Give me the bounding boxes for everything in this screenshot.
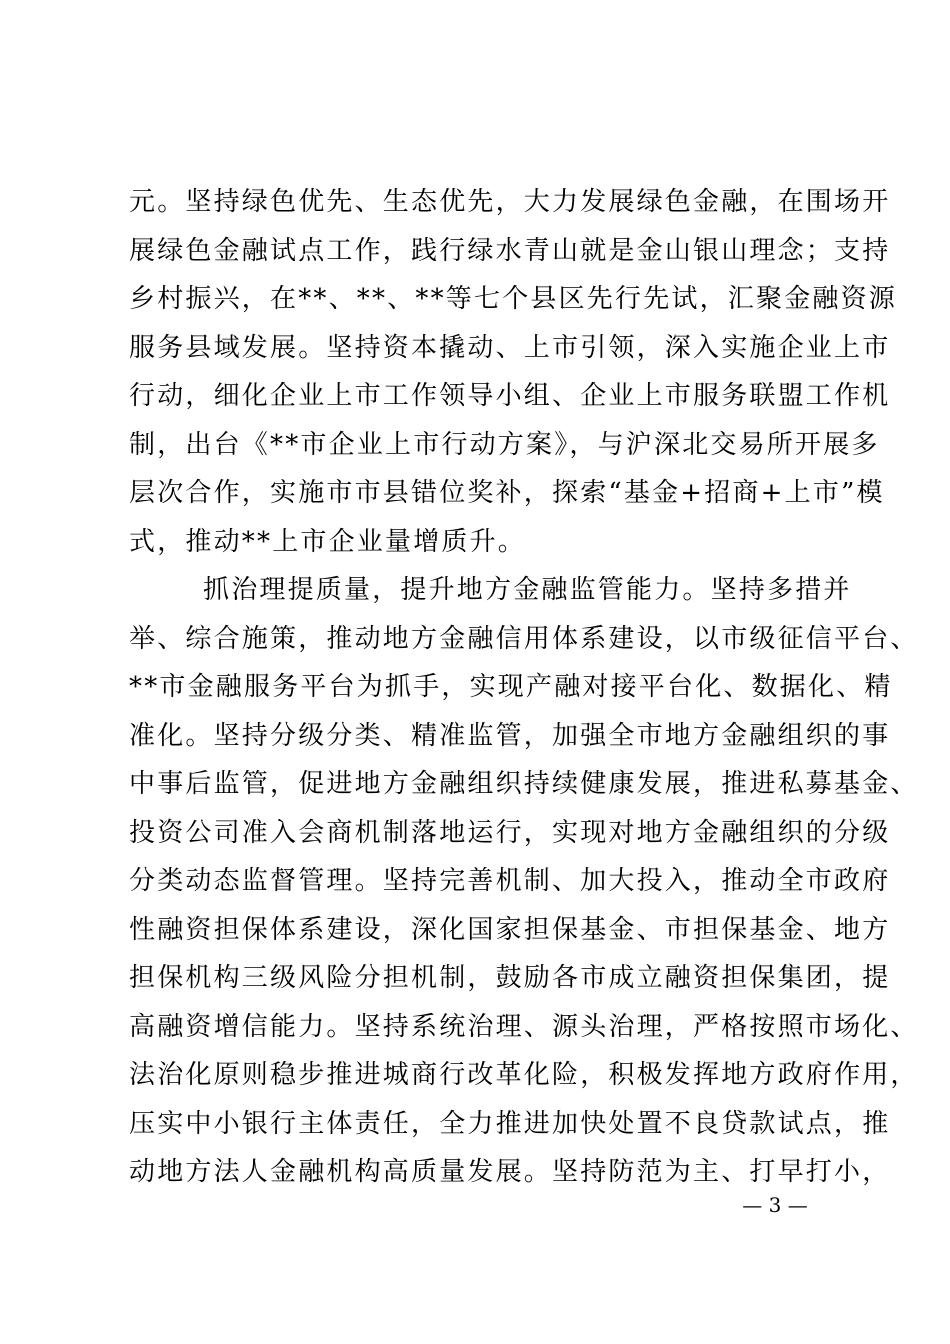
text-line: 投资公司准入会商机制落地运行，实现对地方金融组织的分级 <box>129 817 891 848</box>
text-line: 准化。坚持分级分类、精准监管，加强全市地方金融组织的事 <box>129 720 891 751</box>
paragraph-heading-line: 抓治理提质量，提升地方金融监管能力。坚持多措并 <box>203 575 852 605</box>
text-line: 层次合作，实施市市县错位奖补，探索“基金+招商+上市”模 <box>129 478 885 508</box>
text-line: **市金融服务平台为抓手，实现产融对接平台化、数据化、精 <box>129 672 893 702</box>
text-line: 动地方法人金融机构高质量发展。坚持防范为主、打早打小， <box>129 1157 891 1187</box>
text-line: 行动，细化企业上市工作领导小组、企业上市服务联盟工作机 <box>129 381 891 411</box>
text-line: 分类动态监督管理。坚持完善机制、加大投入，推动全市政府 <box>129 866 891 896</box>
text-line: 高融资增信能力。坚持系统治理、源头治理，严格按照市场化、 <box>129 1011 919 1042</box>
text-line: 举、综合施策，推动地方金融信用体系建设，以市级征信平台、 <box>129 623 919 654</box>
text-line: 元。坚持绿色优先、生态优先，大力发展绿色金融，在围场开 <box>129 187 891 217</box>
text-line: 服务县域发展。坚持资本撬动、上市引领，深入实施企业上市 <box>129 332 891 363</box>
text-line: 中事后监管，促进地方金融组织持续健康发展，推进私募基金、 <box>129 769 919 799</box>
text-line: 展绿色金融试点工作，践行绿水青山就是金山银山理念；支持 <box>129 235 891 266</box>
body-text <box>129 178 919 1197</box>
text-line: 性融资担保体系建设，深化国家担保基金、市担保基金、地方 <box>129 914 891 945</box>
text-line: 压实中小银行主体责任，全力推进加快处置不良贷款试点，推 <box>129 1108 891 1139</box>
text-line: 乡村振兴，在**、**、**等七个县区先行先试，汇聚金融资源 <box>129 284 898 314</box>
text-line: 制，出台《**市企业上市行动方案》，与沪深北交易所开展多 <box>129 429 880 460</box>
text-line: 担保机构三级风险分担机制，鼓励各市成立融资担保集团，提 <box>129 963 891 993</box>
page-number: — 3 — <box>742 1193 808 1217</box>
text-line: 法治化原则稳步推进城商行改革化险，积极发挥地方政府作用， <box>129 1060 919 1090</box>
text-line: 式，推动**上市企业量增质升。 <box>129 526 527 557</box>
